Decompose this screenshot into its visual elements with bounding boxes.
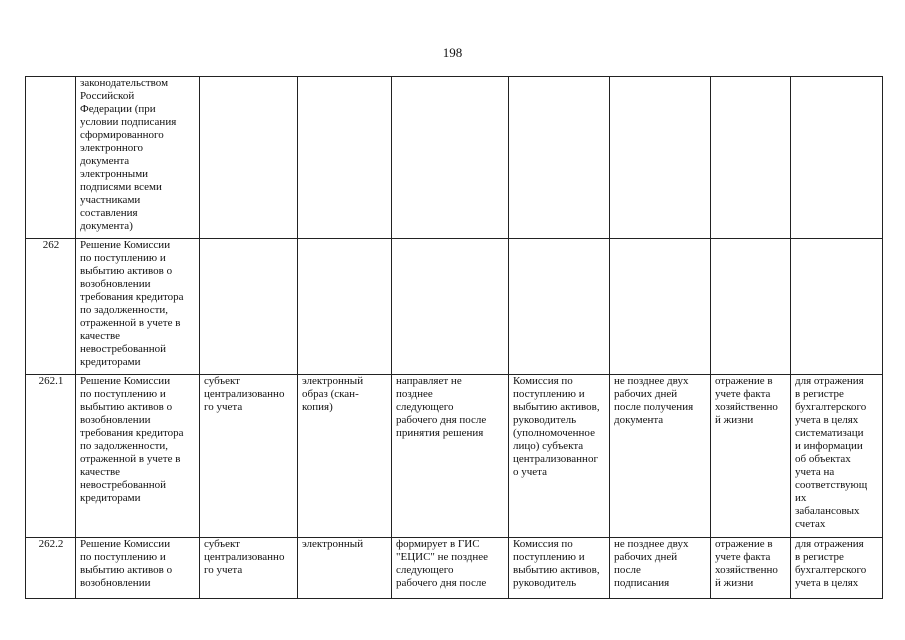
purpose-cell [711,77,791,239]
form-cell [298,77,392,239]
responsible-cell: Комиссия по поступлению и выбытию активов, руководитель (уполномоченное лицо) субъекта централизованног о учета [509,375,610,538]
document-cell: Решение Комиссии по поступлению и выбытию активов о возобновлении требования кредитора по задолженности, отраженной в учете в качестве невостребованной кредиторами [76,239,200,375]
row-number-cell: 262.1 [26,375,76,538]
deadline-cell: не позднее двух рабочих дней после получения документа [610,375,711,538]
deadline-cell [610,239,711,375]
usage-cell [791,239,883,375]
responsible-cell [509,77,610,239]
purpose-cell: отражение в учете факта хозяйственно й жизни [711,538,791,599]
form-cell: электронный образ (скан- копия) [298,375,392,538]
usage-cell: для отражения в регистре бухгалтерского учета в целях систематизаци и информации об объектах учета на соответствующ их забалансовых счетах [791,375,883,538]
document-cell: Решение Комиссии по поступлению и выбытию активов о возобновлении требования кредитора по задолженности, отраженной в учете в качестве невостребованной кредиторами [76,375,200,538]
author-cell: субъект централизованно го учета [200,538,298,599]
responsible-cell: Комиссия по поступлению и выбытию активов, руководитель [509,538,610,599]
usage-cell: для отражения в регистре бухгалтерского учета в целях [791,538,883,599]
table-row [26,239,883,375]
action-cell [392,239,509,375]
deadline-cell: не позднее двух рабочих дней после подписания [610,538,711,599]
table-row [26,538,883,599]
action-cell: направляет не позднее следующего рабочего дня после принятия решения [392,375,509,538]
form-cell: электронный [298,538,392,599]
document-cell: законодательством Российской Федерации (при условии подписания сформированного электронного документа электронными подписями всеми участниками составления документа) [76,77,200,239]
purpose-cell: отражение в учете факта хозяйственно й жизни [711,375,791,538]
purpose-cell [711,239,791,375]
author-cell [200,239,298,375]
page-number: 198 [442,45,463,60]
author-cell [200,77,298,239]
document-table [25,76,883,599]
author-cell: субъект централизованно го учета [200,375,298,538]
usage-cell [791,77,883,239]
responsible-cell [509,239,610,375]
row-number-cell: 262 [26,239,76,375]
table-row [26,375,883,538]
row-number-cell [26,77,76,239]
deadline-cell [610,77,711,239]
row-number-cell: 262.2 [26,538,76,599]
action-cell: формирует в ГИС "ЕЦИС" не позднее следующего рабочего дня после [392,538,509,599]
table-row [26,77,883,239]
form-cell [298,239,392,375]
document-cell: Решение Комиссии по поступлению и выбытию активов о возобновлении [76,538,200,599]
action-cell [392,77,509,239]
